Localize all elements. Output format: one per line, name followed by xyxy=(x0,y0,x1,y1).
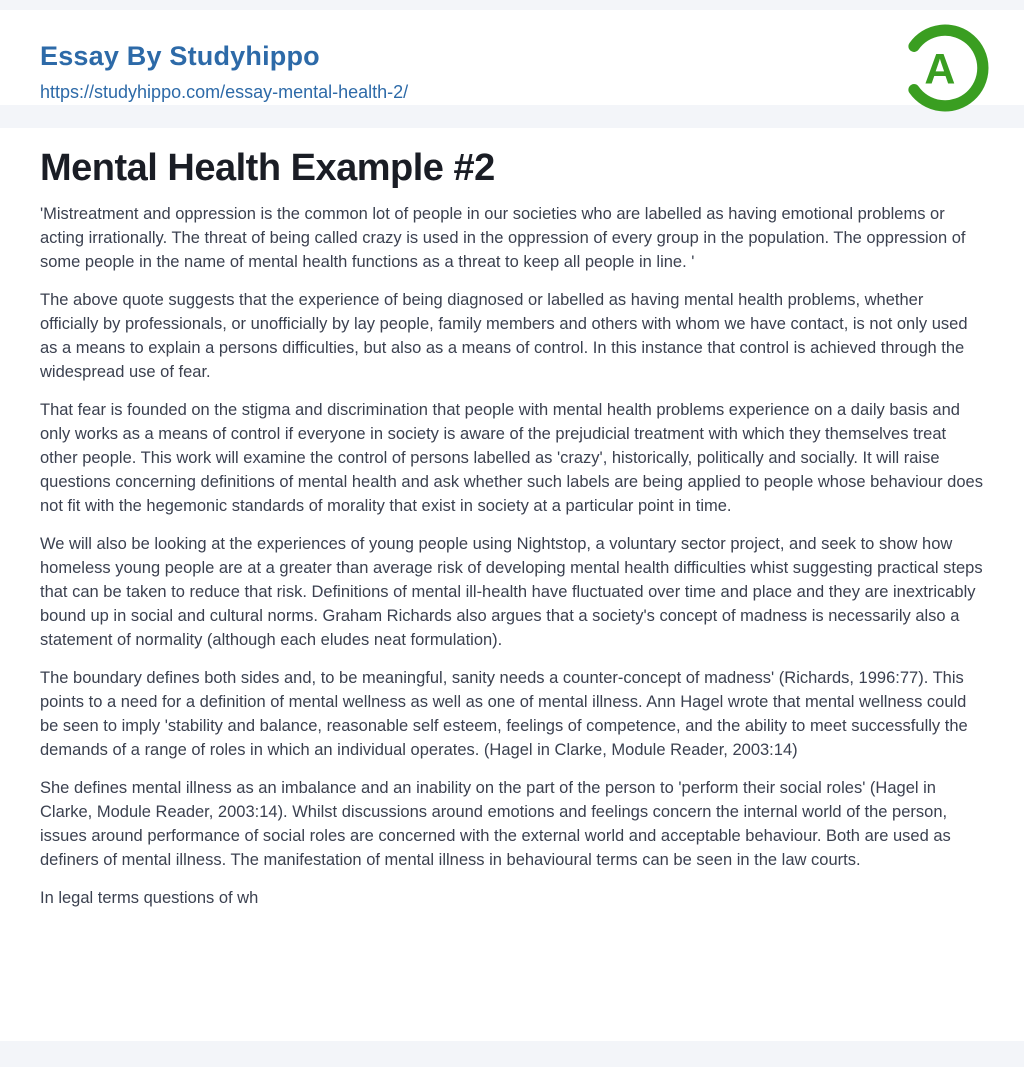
studyhippo-logo xyxy=(900,22,990,114)
essay-paragraph: 'Mistreatment and oppression is the common lot of people in our societies who are labelled as having emotional problems or acting irrationally. The threat of being called crazy is used in the oppression of every group in the population. The oppression of some people in the name of mental health functions as a threat to keep all people in line. ' xyxy=(40,205,966,271)
header-divider-band xyxy=(0,105,1024,128)
essay-paragraph: The above quote suggests that the experience of being diagnosed or labelled as having mental health problems, whether officially by professionals, or unofficially by lay people, family members and others with whom we have contact, is not only used as a means to explain a persons difficulties, but also as a means of control. In this instance that control is achieved through the widespread use of fear. xyxy=(40,291,968,381)
essay-paragraph: She defines mental illness as an imbalance and an inability on the part of the person to 'perform their social roles' (Hagel in Clarke, Module Reader, 2003:14). Whilst discussions around emotions and feelings concern the internal world of the person, issues around performance of social roles are concerned with the external world and acceptable behaviour. Both are used as definers of mental illness. The manifestation of mental illness in behavioural terms can be seen in the law courts. xyxy=(40,779,951,869)
site-title: Essay By Studyhippo xyxy=(40,41,320,71)
bottom-margin-band xyxy=(0,1041,1024,1067)
site-header xyxy=(0,10,1024,105)
essay-paragraph: The boundary defines both sides and, to be meaningful, sanity needs a counter-concept of madness' (Richards, 1996:77). This points to a need for a definition of mental wellness as well as one of mental illness. Ann Hagel wrote that mental wellness could be seen to imply 'stability and balance, reasonable self esteem, feelings of competence, and the ability to meet successfully the demands of a range of roles in which an individual operates. (Hagel in Clarke, Module Reader, 2003:14) xyxy=(40,669,968,759)
logo-ring-icon xyxy=(900,22,990,114)
essay-content xyxy=(0,128,1024,1041)
essay-paragraph: That fear is founded on the stigma and discrimination that people with mental health problems experience on a daily basis and only works as a means of control if everyone in society is aware of the prejudicial treatment with which they themselves treat other people. This work will examine the control of persons labelled as 'crazy', historically, politically and socially. It will raise questions concerning definitions of mental health and ask whether such labels are being applied to people whose behaviour does not fit with the hegemonic standards of morality that exist in society at a particular point in time. xyxy=(40,401,983,515)
source-url-link[interactable]: https://studyhippo.com/essay-mental-health-2/ xyxy=(40,82,409,102)
logo-letter: A xyxy=(924,45,956,94)
essay-paragraph: We will also be looking at the experiences of young people using Nightstop, a voluntary sector project, and seek to show how homeless young people are at a greater than average risk of developing mental health difficulties whist suggesting practical steps that can be taken to reduce that risk. Definitions of mental ill-health have fluctuated over time and place and they are inextricably bound up in social and cultural norms. Graham Richards also argues that a society's concept of madness is necessarily also a statement of normality (although each eludes neat formulation). xyxy=(40,535,983,649)
article-title: Mental Health Example #2 xyxy=(40,147,495,189)
essay-paragraph: In legal terms questions of wh xyxy=(40,889,259,907)
top-margin-band xyxy=(0,0,1024,10)
